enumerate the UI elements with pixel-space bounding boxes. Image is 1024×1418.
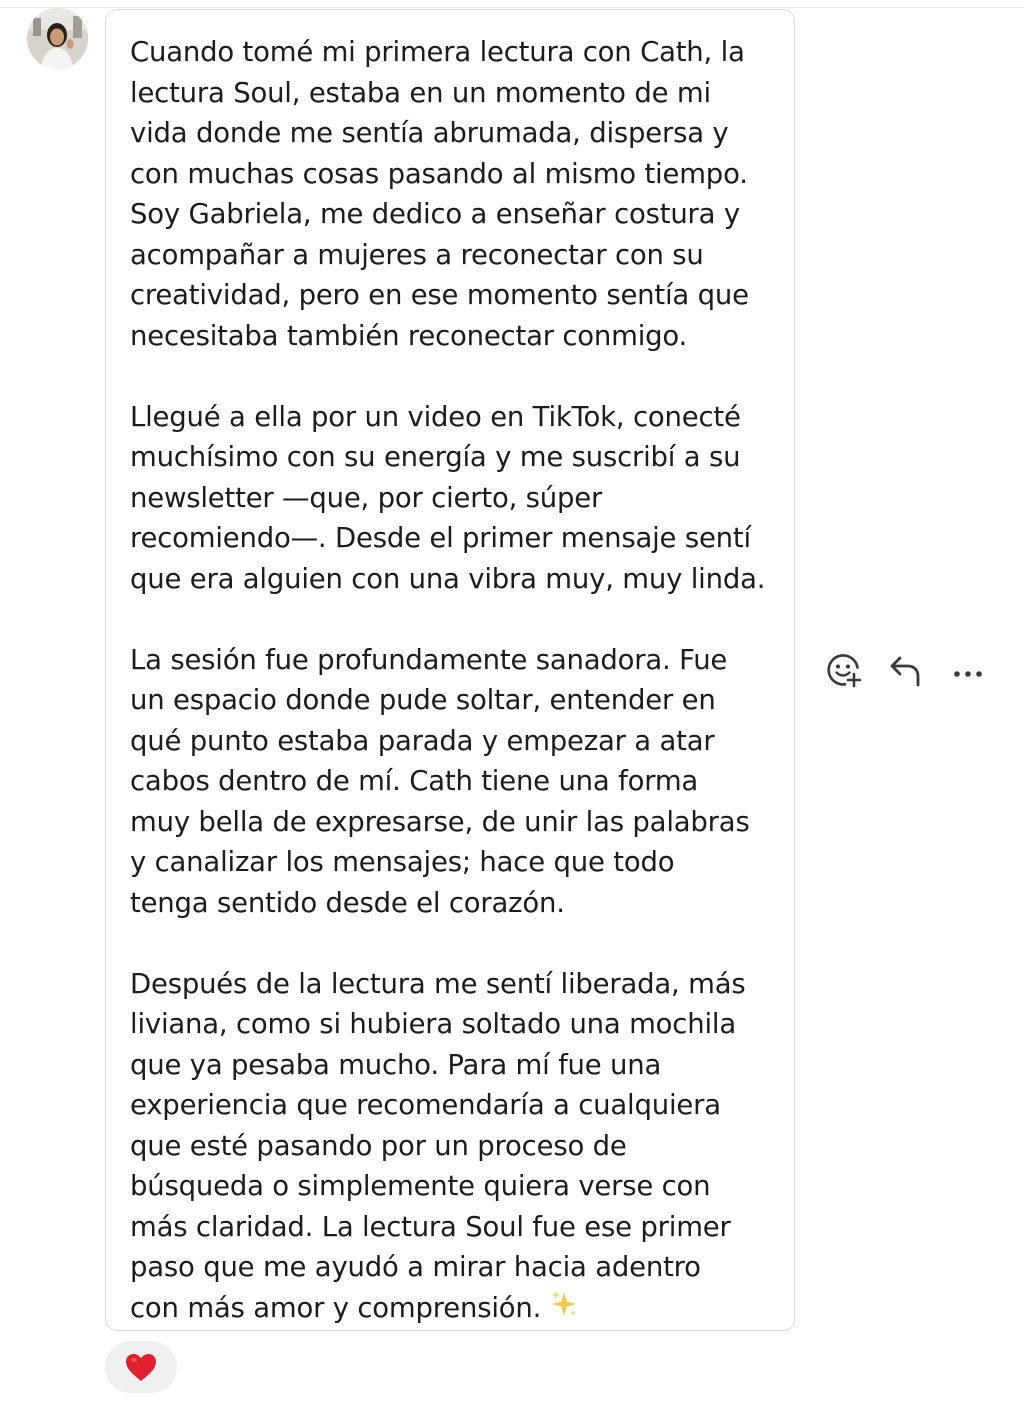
- message-actions: [820, 646, 992, 694]
- heart-reaction[interactable]: [105, 1341, 177, 1393]
- message-line: Después de la lectura me sentí liberada, más: [130, 967, 746, 1000]
- message-line: y canalizar los mensajes; hace que todo: [130, 846, 675, 878]
- message-line: más claridad. La lectura Soul fue ese primer: [130, 1210, 731, 1243]
- message-line: experiencia que recomendaría a cualquiera: [130, 1089, 721, 1121]
- message-line: búsqueda o simplemente quiera verse con: [130, 1170, 711, 1202]
- message-line: liviana, como si hubiera soltado una mochila: [130, 1008, 736, 1040]
- avatar[interactable]: [27, 8, 88, 69]
- top-divider: [0, 7, 1024, 8]
- message-line: un espacio donde pude soltar, entender en: [130, 684, 716, 716]
- message-line: muchísimo con su energía y me suscribí a su: [130, 441, 741, 473]
- message-line: Soy Gabriela, me dedico a enseñar costura y: [130, 198, 740, 230]
- message-line: acompañar a mujeres a reconectar con su: [130, 238, 704, 271]
- sparkles-icon: [549, 1289, 579, 1331]
- message-line: muy bella de expresarse, de unir las palabras: [130, 805, 750, 838]
- message-line: lectura Soul, estaba en un momento de mi: [130, 76, 711, 109]
- message-line: necesitaba también reconectar conmigo.: [130, 319, 688, 352]
- message-line: Cuando tomé mi primera lectura con Cath, la: [130, 36, 745, 68]
- reply-button[interactable]: [882, 646, 930, 694]
- message-line: recomiendo—. Desde el primer mensaje sentí: [130, 522, 751, 554]
- message-line: creatividad, pero en ese momento sentía que: [130, 279, 749, 311]
- message-paragraph: [130, 640, 774, 924]
- message-line: que era alguien con una vibra muy, muy linda.: [130, 562, 766, 595]
- message-line: vida donde me sentía abrumada, dispersa y: [130, 117, 729, 149]
- avatar-photo: [27, 8, 88, 69]
- message-line: tenga sentido desde el corazón.: [130, 886, 565, 919]
- reply-arrow-icon: [886, 650, 926, 690]
- message-paragraph: [130, 964, 774, 1331]
- message-body: [130, 32, 774, 1330]
- message-line: con más amor y comprensión.: [130, 1291, 542, 1324]
- message-bubble: [105, 9, 795, 1331]
- message-line: que esté pasando por un proceso de: [130, 1129, 627, 1162]
- red-heart-icon: [125, 1353, 157, 1382]
- message-line: qué punto estaba parada y empezar a atar: [130, 724, 715, 757]
- message-line: La sesión fue profundamente sanadora. Fue: [130, 643, 728, 676]
- message-paragraph: [130, 32, 774, 356]
- message-paragraph: [130, 397, 774, 600]
- more-options-button[interactable]: [944, 646, 992, 694]
- add-reaction-button[interactable]: [820, 646, 868, 694]
- message-line: paso que me ayudó a mirar hacia adentro: [130, 1251, 701, 1283]
- message-line: cabos dentro de mí. Cath tiene una forma: [130, 765, 699, 797]
- message-line: Llegué a ella por un video en TikTok, conecté: [130, 400, 741, 433]
- message-line: que ya pesaba mucho. Para mí fue una: [130, 1048, 662, 1081]
- ellipsis-icon: [948, 650, 988, 690]
- add-reaction-icon: [824, 650, 864, 690]
- message-line: con muchas cosas pasando al mismo tiempo.: [130, 157, 748, 190]
- message-line: newsletter —que, por cierto, súper: [130, 481, 603, 514]
